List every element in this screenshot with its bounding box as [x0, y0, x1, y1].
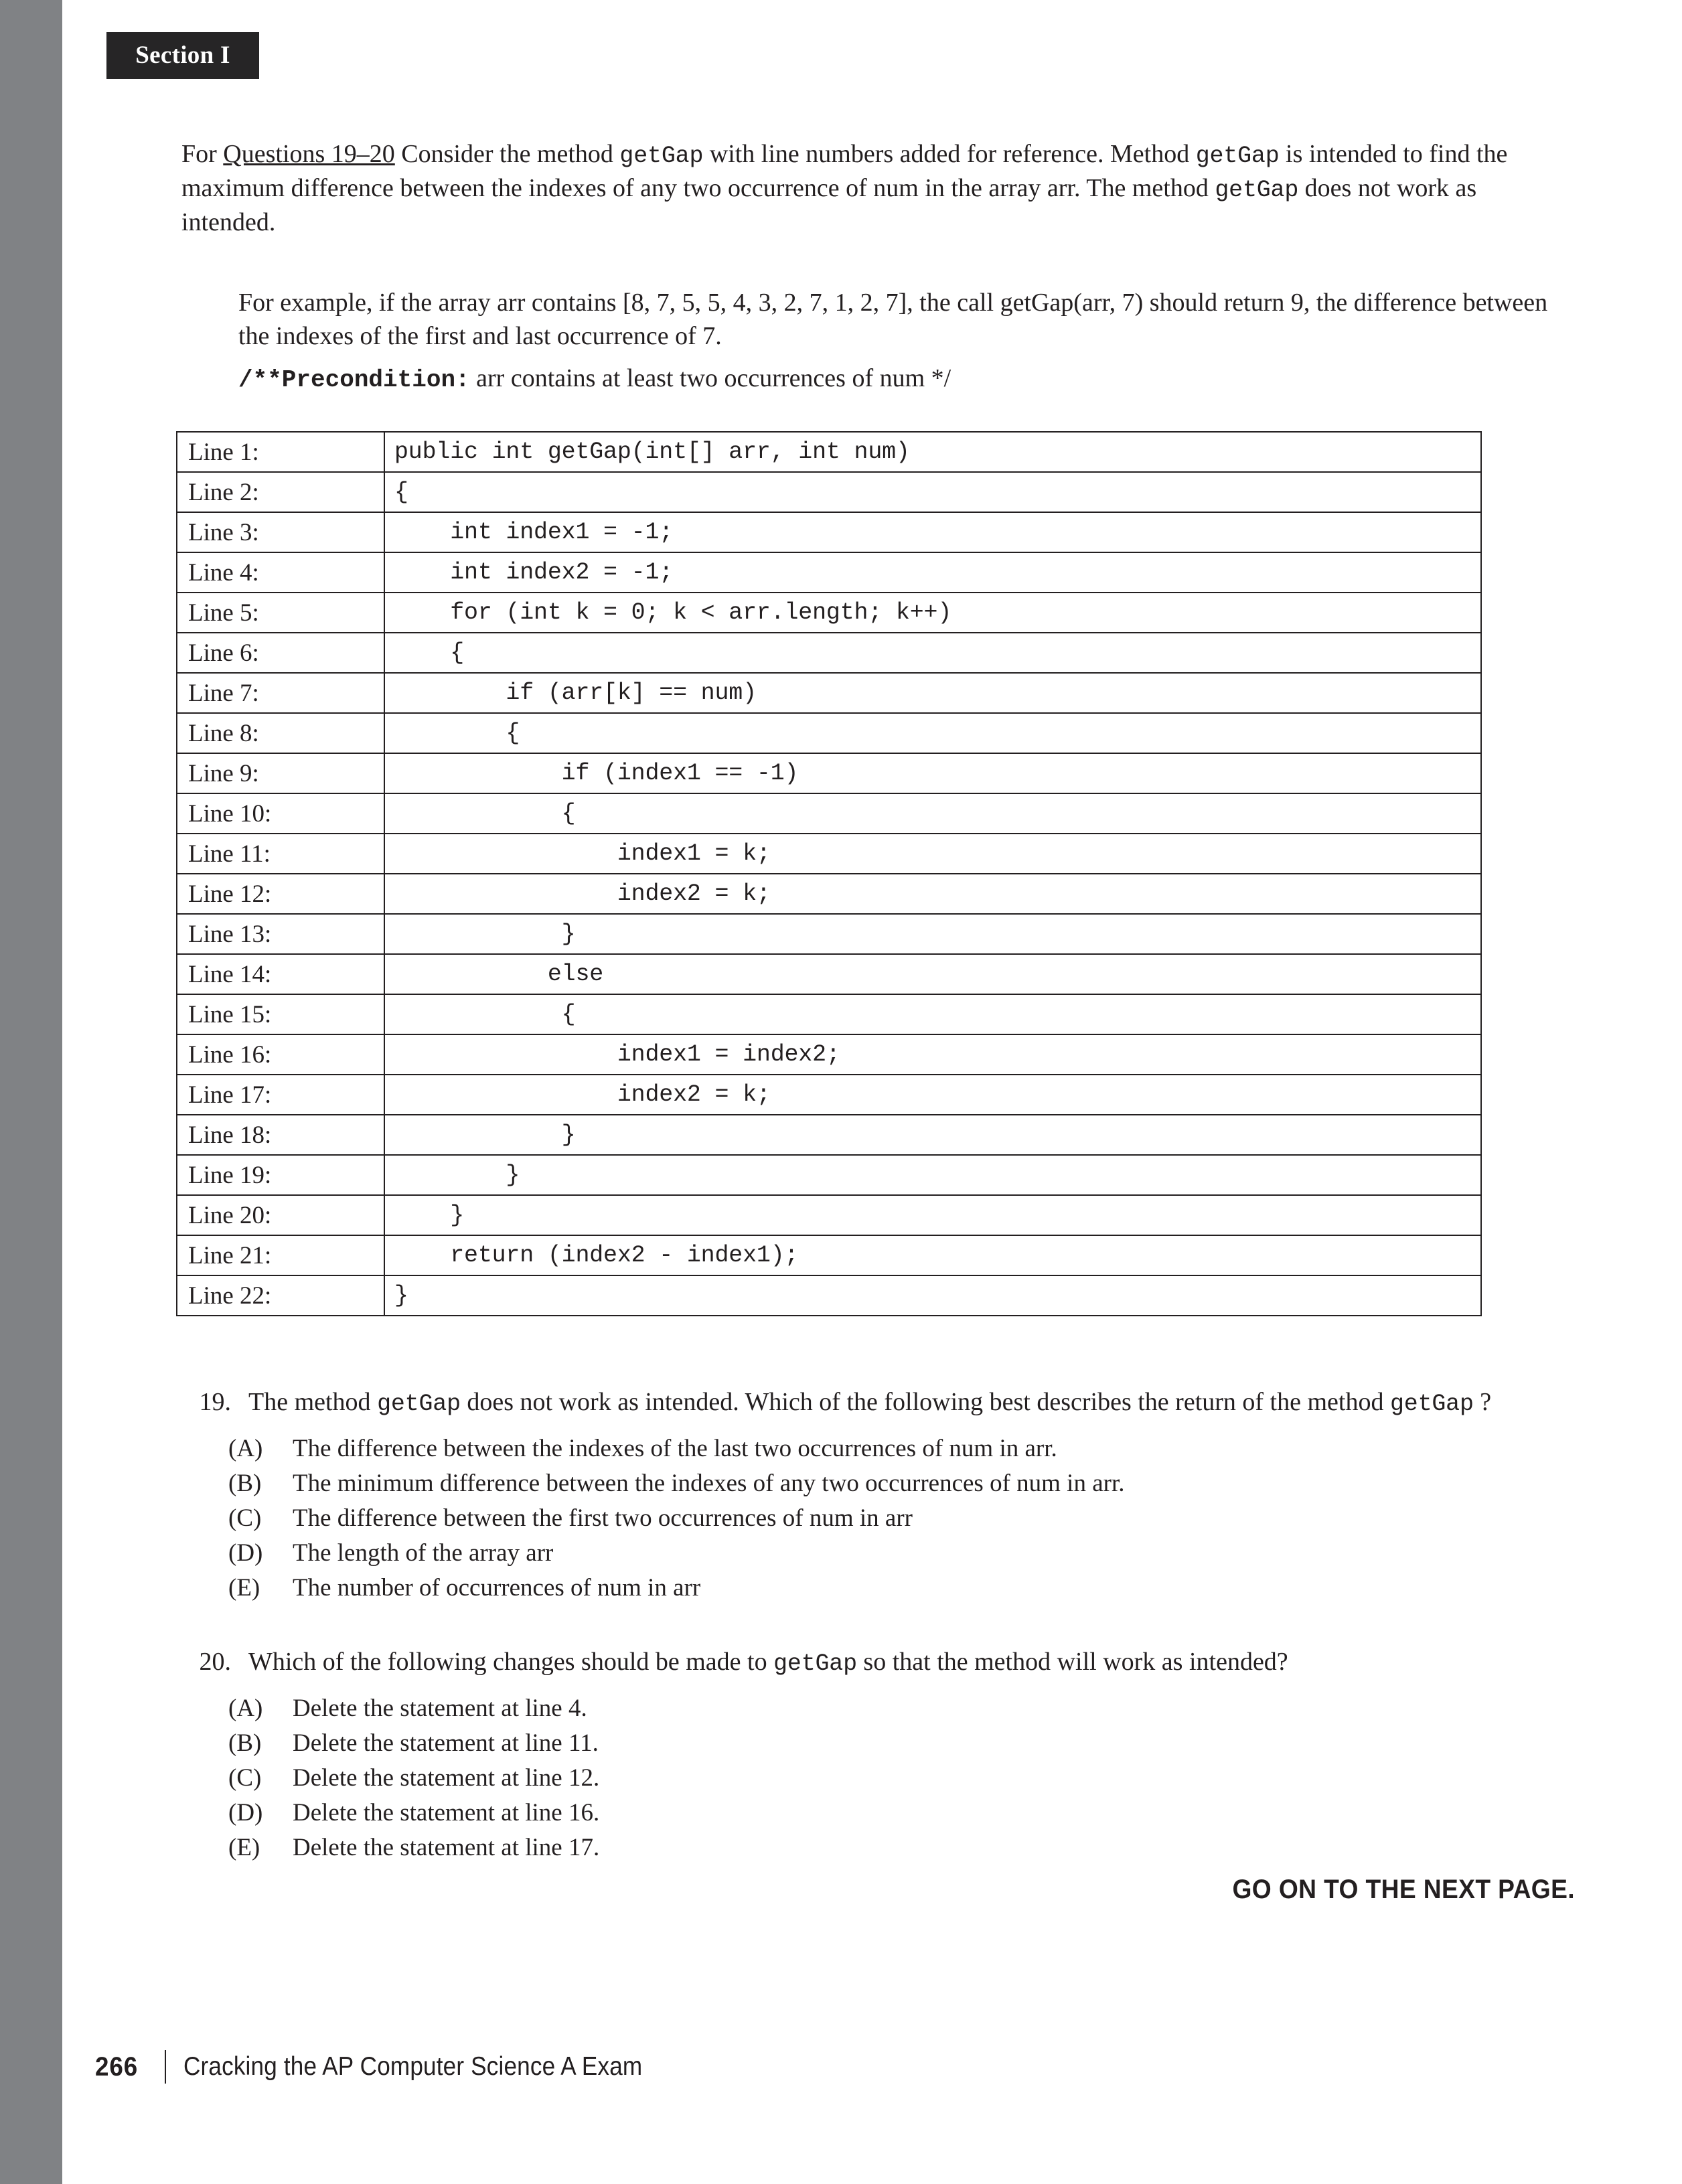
code-line-number: Line 6: [177, 633, 384, 673]
answer-choice-text: Delete the statement at line 4. [293, 1695, 587, 1722]
answer-choice-label: (A) [228, 1695, 263, 1722]
code-line-source: if (arr[k] == num) [384, 673, 1481, 713]
code-line-source: { [384, 994, 1481, 1034]
code-line-source: public int getGap(int[] arr, int num) [384, 432, 1481, 472]
code-table-row [177, 753, 1481, 793]
code-line-source: if (index1 == -1) [384, 753, 1481, 793]
code-table-row [177, 994, 1481, 1034]
code-line-number: Line 22: [177, 1275, 384, 1316]
footer-page-number: 266 [95, 2051, 139, 2082]
answer-choice-label: (B) [228, 1729, 262, 1757]
question-19 [189, 1386, 1569, 1420]
code-line-number: Line 3: [177, 512, 384, 552]
q20-text-part2: so that the method will work as intended? [856, 1648, 1288, 1676]
section-tab-label: Section I [135, 42, 230, 69]
code-table-row [177, 1075, 1481, 1115]
code-line-number: Line 9: [177, 753, 384, 793]
code-line-source: index1 = k; [384, 834, 1481, 874]
answer-choice-text: The difference between the first two occurrences of num in arr [293, 1504, 913, 1532]
code-line-source: index1 = index2; [384, 1034, 1481, 1075]
code-line-source: } [384, 914, 1481, 954]
intro-code-getgap-3: getGap [1215, 177, 1299, 204]
intro-part3: is intended to find the maximum difference between the indexes of any two occurrence of num in the array arr. The method [181, 140, 1508, 203]
answer-choice-text: The length of the array arr [293, 1539, 554, 1567]
precondition-paragraph [238, 362, 1578, 396]
answer-choice-text: Delete the statement at line 11. [293, 1729, 599, 1757]
intro-paragraph [181, 137, 1576, 240]
precondition-text: arr contains at least two occurrences of num */ [469, 364, 951, 392]
code-line-source: int index1 = -1; [384, 512, 1481, 552]
q19-text-part1: The method [248, 1388, 378, 1416]
code-line-number: Line 13: [177, 914, 384, 954]
code-line-number: Line 16: [177, 1034, 384, 1075]
footer-divider [165, 2050, 166, 2084]
code-line-source: { [384, 472, 1481, 512]
code-line-number: Line 12: [177, 874, 384, 914]
answer-choice-label: (D) [228, 1539, 263, 1567]
left-gray-bleed-bar [0, 0, 62, 2184]
code-table-row [177, 673, 1481, 713]
intro-prefix: For [181, 140, 224, 168]
code-table-row [177, 874, 1481, 914]
code-line-source: { [384, 713, 1481, 753]
answer-choice-label: (C) [228, 1504, 262, 1532]
code-table-row [177, 512, 1481, 552]
code-line-source: } [384, 1155, 1481, 1195]
q19-text-part2: does not work as intended. Which of the following best describes the return of the method [460, 1388, 1390, 1416]
code-line-number: Line 19: [177, 1155, 384, 1195]
code-line-number: Line 10: [177, 793, 384, 834]
code-table-row [177, 472, 1481, 512]
answer-choice-label: (D) [228, 1799, 263, 1826]
answer-choice-text: Delete the statement at line 12. [293, 1764, 600, 1792]
answer-choice-text: Delete the statement at line 16. [293, 1799, 600, 1826]
question-20-number: 20. [199, 1648, 231, 1676]
question-20 [189, 1646, 1569, 1680]
code-line-number: Line 18: [177, 1115, 384, 1155]
code-table-row [177, 1195, 1481, 1235]
example-paragraph: For example, if the array arr contains [8, 7, 5, 5, 4, 3, 2, 7, 1, 2, 7], the call getGap(arr, 7) should return 9, the difference between the indexes of the first and last occurrence of 7. [238, 289, 1548, 351]
answer-choice-label: (E) [228, 1574, 260, 1602]
code-line-number: Line 5: [177, 593, 384, 633]
code-line-source: for (int k = 0; k < arr.length; k++) [384, 593, 1481, 633]
answer-choice-text: The minimum difference between the indexes of any two occurrences of num in arr. [293, 1470, 1125, 1497]
code-listing-table [176, 431, 1482, 1316]
code-table-body [177, 432, 1481, 1316]
question-19-text [248, 1386, 1569, 1420]
code-table-row [177, 1155, 1481, 1195]
code-line-number: Line 14: [177, 954, 384, 994]
answer-choice-text: Delete the statement at line 17. [293, 1834, 600, 1861]
answer-choice-text: The number of occurrences of num in arr [293, 1574, 701, 1602]
intro-part1: Consider the method [394, 140, 620, 168]
q19-text-part3: ? [1473, 1388, 1492, 1416]
code-line-number: Line 20: [177, 1195, 384, 1235]
code-line-number: Line 1: [177, 432, 384, 472]
code-table-row [177, 432, 1481, 472]
code-line-source: } [384, 1115, 1481, 1155]
code-table-row [177, 1275, 1481, 1316]
answer-choice-label: (A) [228, 1435, 263, 1462]
code-line-source: { [384, 793, 1481, 834]
code-table-row [177, 914, 1481, 954]
code-line-source: { [384, 633, 1481, 673]
code-line-source: index2 = k; [384, 1075, 1481, 1115]
go-on-to-next-page-notice: GO ON TO THE NEXT PAGE. [1232, 1875, 1575, 1904]
code-table-row [177, 954, 1481, 994]
code-line-number: Line 8: [177, 713, 384, 753]
intro-code-getgap-1: getGap [619, 143, 704, 169]
code-table-row [177, 834, 1481, 874]
code-line-source: int index2 = -1; [384, 552, 1481, 593]
code-table-row [177, 713, 1481, 753]
question-20-text [248, 1646, 1569, 1680]
code-line-number: Line 2: [177, 472, 384, 512]
code-table-row [177, 552, 1481, 593]
code-line-number: Line 17: [177, 1075, 384, 1115]
code-line-source: index2 = k; [384, 874, 1481, 914]
intro-code-getgap-2: getGap [1195, 143, 1280, 169]
footer-book-title: Cracking the AP Computer Science A Exam [183, 2052, 643, 2081]
intro-part4: does not work as intended. [181, 174, 1477, 237]
code-line-number: Line 7: [177, 673, 384, 713]
q19-code-getgap-2: getGap [1389, 1391, 1474, 1417]
code-table-row [177, 633, 1481, 673]
page-content [62, 0, 1682, 2184]
code-table-row [177, 1115, 1481, 1155]
page-footer [95, 2050, 693, 2084]
q20-code-getgap-1: getGap [773, 1650, 857, 1677]
code-table-row [177, 593, 1481, 633]
q19-code-getgap-1: getGap [377, 1391, 461, 1417]
code-line-source: return (index2 - index1); [384, 1235, 1481, 1275]
intro-part2: with line numbers added for reference. Method [703, 140, 1196, 168]
code-line-number: Line 21: [177, 1235, 384, 1275]
code-line-source: } [384, 1275, 1481, 1316]
code-line-source: } [384, 1195, 1481, 1235]
code-line-number: Line 11: [177, 834, 384, 874]
code-line-source: else [384, 954, 1481, 994]
question-19-number: 19. [199, 1388, 231, 1416]
answer-choice-text: The difference between the indexes of the last two occurrences of num in arr. [293, 1435, 1057, 1462]
code-table-row [177, 1235, 1481, 1275]
q20-text-part1: Which of the following changes should be made to [248, 1648, 774, 1676]
answer-choice-label: (C) [228, 1764, 262, 1792]
section-tab [106, 32, 259, 79]
answer-choice-label: (E) [228, 1834, 260, 1861]
intro-questions-range: Questions 19–20 [223, 140, 395, 168]
code-table-row [177, 793, 1481, 834]
answer-choice-label: (B) [228, 1470, 262, 1497]
precondition-code: /**Precondition: [238, 366, 470, 394]
code-line-number: Line 4: [177, 552, 384, 593]
code-table-row [177, 1034, 1481, 1075]
code-line-number: Line 15: [177, 994, 384, 1034]
